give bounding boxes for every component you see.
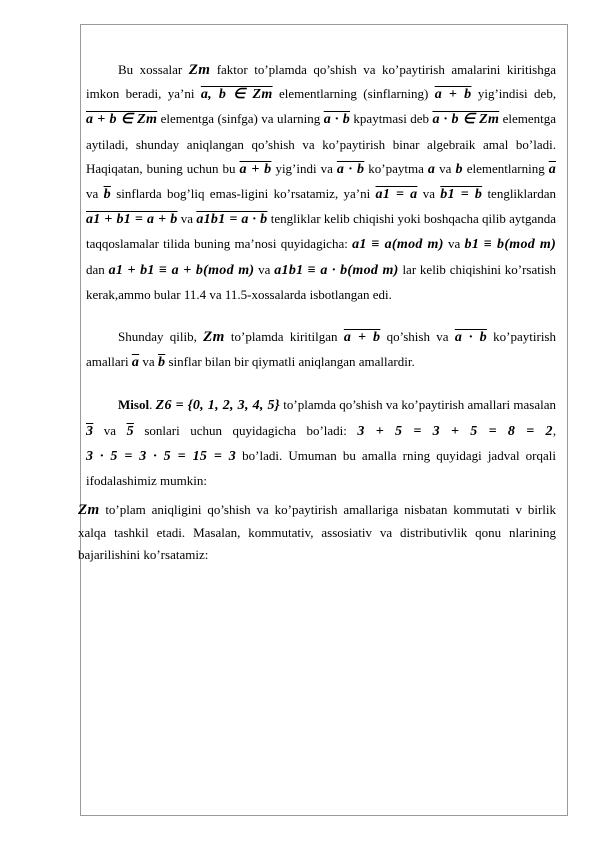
- text: dan: [86, 261, 105, 277]
- paragraph-example: [86, 393, 556, 493]
- example-label: Misol: [118, 397, 150, 413]
- formula-a-dot-b: a · b: [454, 330, 487, 346]
- formula-zm: Zm: [203, 329, 225, 346]
- formula-class-3: 3: [86, 423, 94, 439]
- formula-congruence-product: a1b1 ≡ a · b(mod m): [274, 262, 399, 278]
- text: faktor to’plamda qo’shish va ko’paytirish amalarini kiritishga imkon beradi, ya’ni: [86, 62, 557, 102]
- formula-sum-equality: a1 + b1 = a + b: [86, 212, 178, 228]
- text: to’plamda qo’shish va ko’paytirish amallari masalan: [283, 397, 556, 413]
- text: qo’shish va: [386, 329, 449, 345]
- text: yig’indisi deb,: [477, 86, 557, 102]
- text: Bu xossalar: [118, 62, 183, 77]
- text: va: [86, 186, 99, 202]
- formula-product-example: 3 · 5 = 3 · 5 = 15 = 3: [86, 448, 237, 464]
- text: to’plamda kiritilgan: [230, 329, 338, 345]
- formula-a-dot-b: a · b: [336, 161, 365, 177]
- formula-congruence-a: a1 ≡ a(mod m): [352, 237, 444, 253]
- formula-a-plus-b: a + b: [434, 87, 472, 103]
- paragraph-conclusion: [86, 325, 556, 375]
- text: Shunday qilib,: [118, 329, 197, 345]
- text: sinflar bilan bir qiymatli aniqlangan amallardir.: [168, 354, 415, 370]
- text: tengliklardan: [487, 186, 557, 202]
- formula-b-class: $\overline{b}$: [103, 187, 111, 203]
- formula-a-plus-b: a + b: [239, 161, 272, 177]
- text: elementlarning: [466, 160, 545, 176]
- text: sinflarda bog’liq emas-ligini ko’rsatamiz, ya’ni: [116, 186, 371, 202]
- paragraph-operations-definition: [86, 58, 556, 307]
- formula-sum-in-zm: a + b ∈ Zm: [86, 112, 158, 128]
- formula-a1-eq-a: a1 = a: [375, 187, 418, 203]
- formula-a-plus-b: a + b: [343, 330, 381, 346]
- text: kpaytmasi deb: [353, 111, 430, 127]
- text: va: [142, 354, 155, 370]
- text: .: [149, 397, 153, 413]
- text: va: [439, 160, 452, 176]
- formula-a: a: [427, 161, 436, 177]
- text: va: [103, 422, 117, 438]
- text: va: [180, 211, 194, 227]
- formula-prod-in-zm: a · b ∈ Zm: [432, 112, 500, 128]
- text: tengliklar kelib chiqishi yoki boshqacha qilib aytganda taqqoslamalar tilida buning ma’nosi quyidagicha:: [86, 211, 557, 252]
- formula-b-class: $\overline{b}$: [157, 355, 166, 371]
- text: va: [447, 236, 461, 252]
- formula-z6-set: Z6 = {0, 1, 2, 3, 4, 5}: [155, 398, 280, 414]
- text: elementlarning (sinflarning): [278, 86, 429, 102]
- text: ,: [552, 422, 557, 438]
- formula-a-class: $\overline{a}$: [131, 355, 140, 371]
- text: bo’ladi. Umuman bu amalla rning quyidagi jadval orqali ifodalashimiz mumkin:: [86, 447, 557, 489]
- formula-a-dot-b: a · b: [323, 112, 351, 128]
- text: va: [422, 186, 435, 202]
- formula-zm: Zm: [188, 62, 211, 78]
- formula-b1-eq-b: b1 = b: [440, 187, 483, 203]
- formula-congruence-b: b1 ≡ b(mod m): [464, 237, 557, 253]
- document-body: [78, 58, 557, 567]
- text: ko’paytma: [368, 160, 424, 176]
- text: ko’paytirish amallari: [86, 329, 556, 370]
- text: elementga (sinfga) va ularning: [160, 111, 321, 127]
- text: yig’indi va: [275, 160, 333, 176]
- text: lar kelib chiqishini ko’rsatish kerak,ammo bular 11.4 va 11.5-xossalarda isbotlangan edi.: [86, 261, 557, 302]
- text: to’plam aniqligini qo’shish va ko’paytirish amallariga nisbatan kommutati v birlik xalqa tashkil etadi. Masalan, kommutativ, assosiativ va distributivlik qonu nlarining bajarilishini ko’rsatamiz:: [78, 502, 557, 563]
- formula-product-equality: a1b1 = a · b: [196, 212, 268, 228]
- formula-ab-in-zm: a, b ∈ Zm: [200, 87, 273, 103]
- text: sonlari uchun quyidagicha bo’ladi:: [144, 422, 347, 438]
- text: va: [258, 261, 271, 277]
- paragraph-ring: [78, 499, 556, 567]
- text: elementga aytiladi, shunday aniqlangan qo’shish va ko’paytirish binar algebraik amal bo’ladi. Haqiqatan, buning uchun bu: [86, 111, 557, 176]
- formula-zm: Zm: [78, 502, 100, 519]
- formula-b: b: [455, 161, 463, 177]
- formula-sum-example: 3 + 5 = 3 + 5 = 8 = 2: [357, 423, 553, 439]
- formula-class-5: 5: [126, 423, 134, 439]
- formula-a-class: $\overline{a}$: [548, 161, 556, 177]
- formula-congruence-sum: a1 + b1 ≡ a + b(mod m): [108, 262, 255, 278]
